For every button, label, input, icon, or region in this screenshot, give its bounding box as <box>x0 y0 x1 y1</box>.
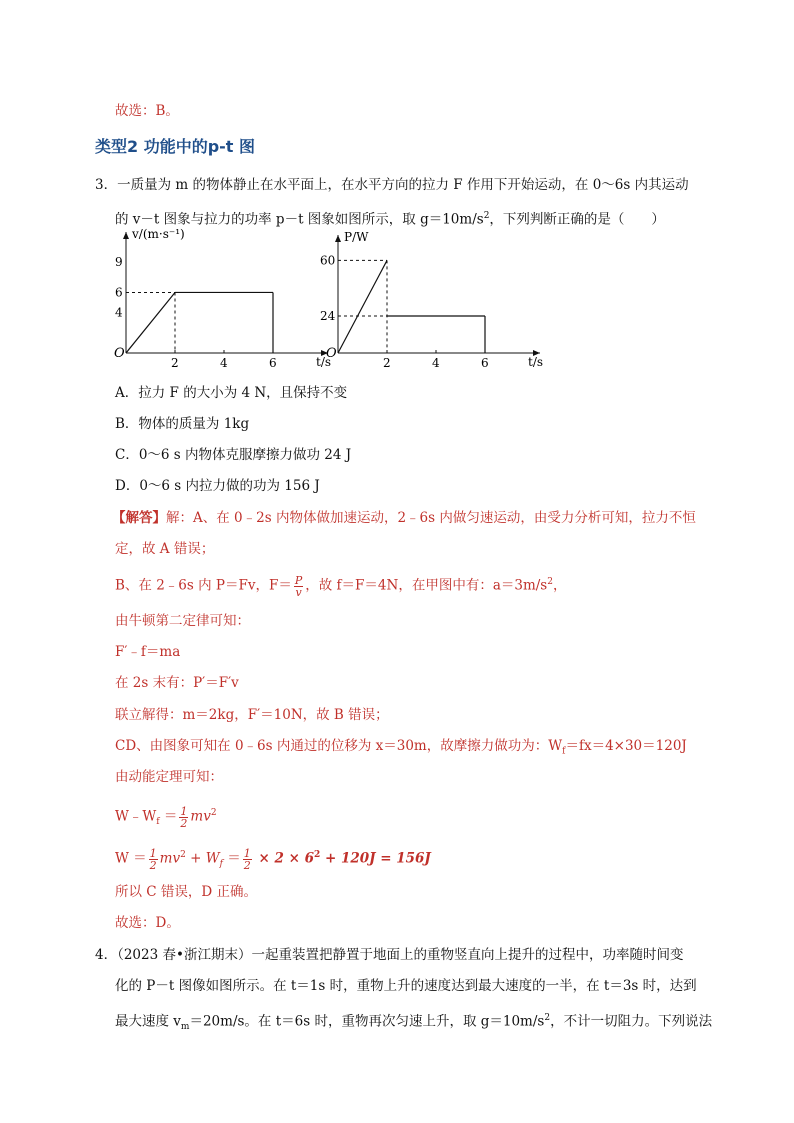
solution-sup-11: 2 <box>180 850 186 860</box>
solution-line-6: 在 2s 末有：P′＝F′v <box>115 675 239 691</box>
solution-text-11a: W ＝ <box>115 850 147 867</box>
pt-y-tick-label: 60 <box>320 253 336 268</box>
vt-y-axis-label: v/(m·s⁻¹) <box>132 227 185 241</box>
solution-sup-10: 2 <box>210 808 217 818</box>
solution-text-11d: ＝ <box>222 850 241 867</box>
vt-data-segment <box>126 292 175 353</box>
solution-text-11f: + 120J = 156J <box>320 850 431 867</box>
question-3-text-1: 一质量为 m 的物体静止在水平面上，在水平方向的拉力 F 作用下开始运动，在 0～6s 内其运动 <box>117 177 689 193</box>
vt-y-tick-label: 9 <box>115 255 123 270</box>
pt-y-axis-label: P/W <box>344 230 369 244</box>
pt-x-tick-label: 6 <box>481 356 489 370</box>
solution-text-11b: mv <box>159 850 181 867</box>
vt-x-tick-label: 6 <box>269 356 277 370</box>
vt-origin-label: O <box>114 346 125 361</box>
fraction-numerator: 1 <box>243 846 251 860</box>
fraction-denominator: 2 <box>243 858 251 872</box>
solution-text-3c: ， <box>552 577 567 594</box>
solution-line-9: 由动能定理可知： <box>115 769 223 785</box>
solution-line-8 <box>115 737 687 761</box>
solution-line-4: 由牛顿第二定律可知： <box>115 613 250 629</box>
fraction-denominator: 2 <box>180 816 188 830</box>
solution-line-2: 定，故 A 错误； <box>115 541 215 557</box>
solution-sub-8: f <box>562 746 566 757</box>
solution-line-3 <box>115 573 566 598</box>
solution-sup-3: 2 <box>547 577 553 587</box>
pt-y-tick-label: 24 <box>320 308 336 323</box>
solution-sup-11b: 2 <box>313 850 321 860</box>
solution-line-13: 故选：D。 <box>115 915 180 931</box>
fraction-one-half-c <box>243 848 252 871</box>
question-4-line-3 <box>115 1009 712 1036</box>
option-c: C．0～6 s 内物体克服摩擦力做功 24 J <box>115 447 352 463</box>
fraction-p-over-v <box>294 575 303 598</box>
question-3-sup: 2 <box>483 211 490 221</box>
previous-answer: 故选：B。 <box>115 103 179 119</box>
solution-text-10b: ＝ <box>159 808 178 825</box>
question-3-text-2a: 的 v－t 图象与拉力的功率 p－t 图象如图所示，取 g＝10m/s <box>115 211 484 228</box>
fraction-numerator: 1 <box>149 846 157 860</box>
vt-chart <box>114 227 331 370</box>
pt-origin-label: O <box>326 346 337 361</box>
fraction-denominator: 2 <box>149 858 157 872</box>
vt-y-tick-label: 6 <box>115 285 123 300</box>
solution-line-1 <box>112 509 696 527</box>
question-3-line-1 <box>95 176 689 194</box>
solution-line-5: F′﹣f＝ma <box>115 644 181 660</box>
question-3-number: 3． <box>95 177 118 193</box>
question-4-text-3c: ，不计一切阻力。下列说法 <box>550 1013 713 1030</box>
solution-tag: 【解答】 <box>112 510 166 526</box>
pt-x-tick-label: 2 <box>383 356 391 370</box>
solution-line-7: 联立解得：m＝2kg，F′＝10N，故 B 错误； <box>115 707 389 723</box>
question-4-line-1 <box>95 946 683 964</box>
pt-x-tick-label: 4 <box>432 356 440 370</box>
vt-x-axis-label: t/s <box>316 355 332 369</box>
solution-sub-10: f <box>156 817 160 828</box>
pt-data-segment <box>338 260 387 353</box>
solution-line-11 <box>115 846 431 873</box>
fraction-denominator: v <box>295 585 302 599</box>
question-3-text-2b: ，下列判断正确的是（ ） <box>489 211 665 228</box>
solution-text-3b: ，故 f＝F＝4N，在甲图中有：a＝3m/s <box>305 577 548 594</box>
fraction-one-half-b <box>149 848 158 871</box>
solution-text-3a: B、在 2﹣6s 内 P＝Fv，F＝ <box>115 577 292 594</box>
section-heading: 类型2 功能中的p-t 图 <box>95 137 256 156</box>
solution-text-1: 解：A、在 0﹣2s 内物体做加速运动，2﹣6s 内做匀速运动，由受力分析可知，拉力不恒 <box>166 510 696 526</box>
question-4-line-2: 化的 P－t 图像如图所示。在 t＝1s 时，重物上升的速度达到最大速度的一半，在 t＝3s 时，达到 <box>115 978 697 994</box>
fraction-numerator: P <box>294 573 303 587</box>
vt-y-tick-label: 4 <box>115 305 123 320</box>
vt-x-tick-label: 2 <box>171 356 179 370</box>
solution-text-8b: ＝fx＝4×30＝120J <box>565 738 687 754</box>
fraction-one-half <box>179 806 188 829</box>
pt-x-axis-label: t/s <box>528 355 544 369</box>
question-4-number: 4． <box>95 947 118 963</box>
vt-x-tick-label: 4 <box>220 356 228 370</box>
pt-y-arrow <box>335 235 341 242</box>
question-3-graphs <box>108 226 544 376</box>
vt-y-arrow <box>123 232 129 239</box>
option-a: A．拉力 F 的大小为 4 N，且保持不变 <box>115 385 348 401</box>
fraction-numerator: 1 <box>180 804 188 818</box>
solution-line-12: 所以 C 错误，D 正确。 <box>115 884 258 900</box>
solution-text-10a: W﹣W <box>115 808 157 825</box>
solution-text-10c: mv <box>190 808 211 825</box>
question-4-sup: 2 <box>544 1013 551 1023</box>
question-4-text-3b: ＝20m/s。在 t＝6s 时，重物再次匀速上升，取 g＝10m/s <box>189 1013 545 1030</box>
question-4-sub: m <box>180 1022 190 1033</box>
solution-text-11e: × 2 × 6 <box>253 850 314 867</box>
solution-text-11c: + W <box>185 850 220 867</box>
option-d: D．0～6 s 内拉力做的功为 156 J <box>115 478 320 494</box>
solution-sub-11: f <box>219 859 223 870</box>
question-4-text-1: （2023 春•浙江期末）一起重装置把静置于地面上的重物竖直向上提升的过程中，功率随时间变 <box>117 947 684 963</box>
question-4-text-3a: 最大速度 v <box>115 1013 181 1030</box>
solution-text-8a: CD、由图象可知在 0﹣6s 内通过的位移为 x＝30m，故摩擦力做功为：W <box>115 738 563 754</box>
pt-chart <box>320 230 543 370</box>
solution-line-10 <box>115 804 217 831</box>
option-b: B．物体的质量为 1kg <box>115 416 250 432</box>
